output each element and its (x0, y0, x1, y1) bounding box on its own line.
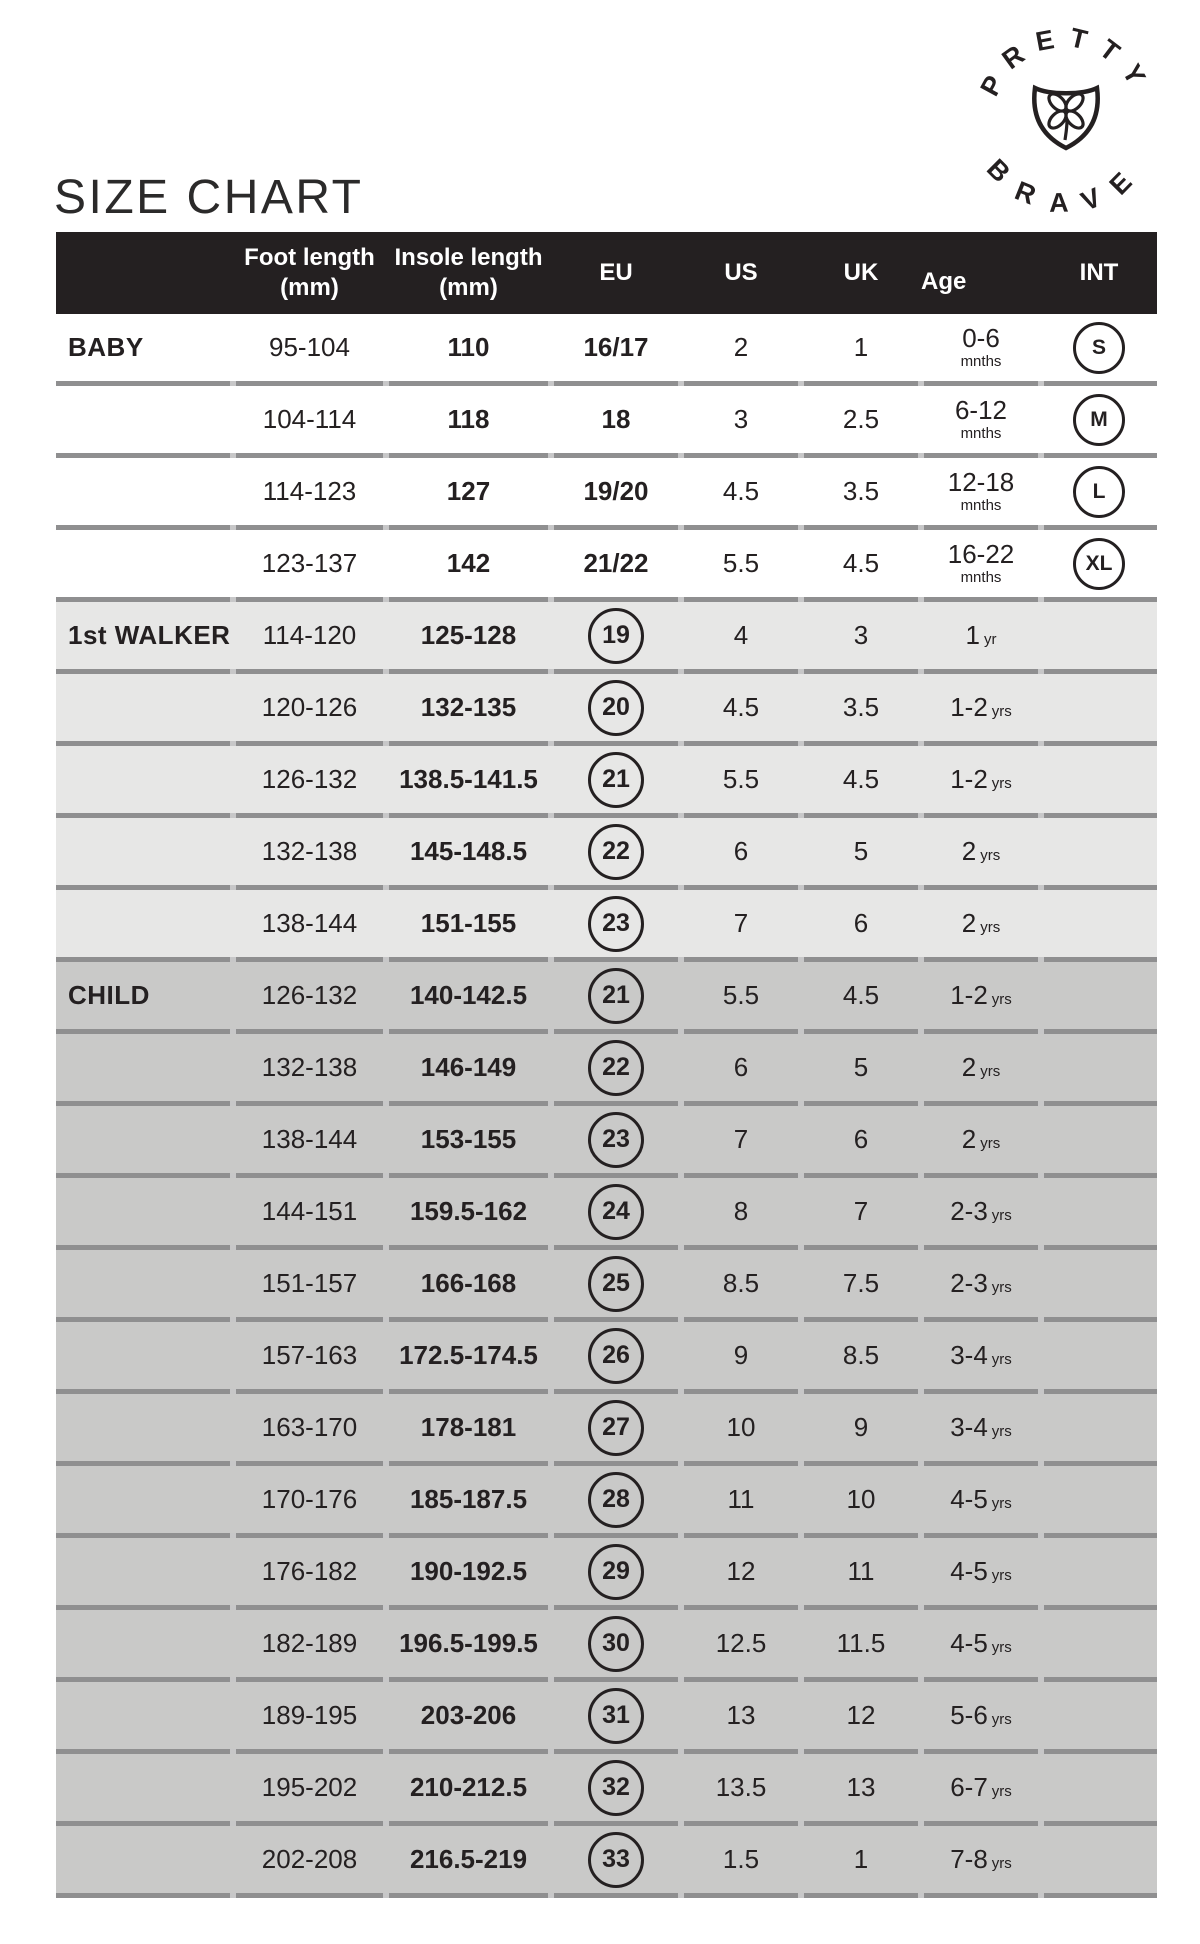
age-value (921, 1322, 1041, 1389)
age-value (921, 458, 1041, 525)
section-label (56, 1466, 233, 1533)
foot-length-value: 157-163 (233, 1322, 386, 1389)
int-size-value (1041, 530, 1157, 597)
logo-bottom-text: BRAVE (980, 153, 1151, 218)
foot-length-value: 170-176 (233, 1466, 386, 1533)
eu-size-value (551, 458, 681, 525)
eu-size-value (551, 1610, 681, 1677)
age-value (921, 1610, 1041, 1677)
age-unit: yrs (991, 1423, 1012, 1440)
eu-size-circle: 31 (588, 1688, 644, 1744)
column-header-uk: UK (843, 259, 879, 286)
age-unit: mnths (960, 424, 1002, 442)
age-number: 1-2 (950, 980, 988, 1010)
age-number: 6-7 (950, 1772, 988, 1802)
eu-size-value (551, 1106, 681, 1173)
int-size-value (1041, 1322, 1157, 1389)
age-number: 6-12 (954, 395, 1008, 426)
age-unit: mnths (960, 568, 1002, 586)
eu-size-value (551, 1394, 681, 1461)
age-value (921, 530, 1041, 597)
us-size-value: 4.5 (681, 674, 801, 741)
foot-length-value: 189-195 (233, 1682, 386, 1749)
us-size-value: 3 (681, 386, 801, 453)
eu-size-circle: 28 (588, 1472, 644, 1528)
us-size-value: 9 (681, 1322, 801, 1389)
eu-size-value (551, 818, 681, 885)
age-number: 16-22 (947, 539, 1015, 570)
foot-length-value: 132-138 (233, 1034, 386, 1101)
table-row (56, 314, 1157, 386)
shield-clover-icon (1034, 88, 1097, 148)
section-label (56, 1610, 233, 1677)
age-unit: yrs (991, 991, 1012, 1008)
us-size-value: 10 (681, 1394, 801, 1461)
us-size-value: 4.5 (681, 458, 801, 525)
section-label (56, 1826, 233, 1893)
insole-length-value: 140-142.5 (386, 962, 551, 1029)
table-row (56, 1538, 1157, 1610)
age-number: 1-2 (950, 692, 988, 722)
uk-size-value: 2.5 (801, 386, 921, 453)
us-size-value: 8.5 (681, 1250, 801, 1317)
table-row (56, 530, 1157, 602)
uk-size-value: 10 (801, 1466, 921, 1533)
foot-length-value: 138-144 (233, 1106, 386, 1173)
age-unit: yrs (991, 1207, 1012, 1224)
age-value (921, 1466, 1041, 1533)
int-size-value (1041, 314, 1157, 381)
uk-size-value: 7.5 (801, 1250, 921, 1317)
age-unit: yrs (980, 847, 1001, 864)
us-size-value: 6 (681, 1034, 801, 1101)
uk-size-value: 11 (801, 1538, 921, 1605)
insole-length-value: 172.5-174.5 (386, 1322, 551, 1389)
column-header-eu: EU (599, 259, 633, 286)
size-chart-table (56, 232, 1157, 1898)
age-number: 5-6 (950, 1700, 988, 1730)
logo-top-text: PRETTY (974, 21, 1158, 101)
table-row (56, 962, 1157, 1034)
age-value (921, 1178, 1041, 1245)
foot-length-value: 195-202 (233, 1754, 386, 1821)
eu-size-circle: 21 (588, 968, 644, 1024)
uk-size-value: 5 (801, 818, 921, 885)
column-header-insole-length: Insole length (mm) (394, 244, 543, 301)
age-number: 1 (965, 620, 980, 650)
table-row (56, 1682, 1157, 1754)
int-size-value (1041, 1034, 1157, 1101)
uk-size-value: 3 (801, 602, 921, 669)
age-value (921, 1826, 1041, 1893)
foot-length-value: 132-138 (233, 818, 386, 885)
insole-length-value: 132-135 (386, 674, 551, 741)
uk-size-value: 11.5 (801, 1610, 921, 1677)
age-value (921, 386, 1041, 453)
int-size-value (1041, 1394, 1157, 1461)
eu-size-circle: 23 (588, 896, 644, 952)
eu-size-value (551, 1754, 681, 1821)
age-unit: yrs (991, 1855, 1012, 1872)
eu-size-value (551, 674, 681, 741)
insole-length-value: 216.5-219 (386, 1826, 551, 1893)
age-value (921, 818, 1041, 885)
insole-length-value: 151-155 (386, 890, 551, 957)
section-label (56, 1322, 233, 1389)
insole-length-value: 118 (386, 386, 551, 453)
int-size-value (1041, 1106, 1157, 1173)
eu-size-circle: 22 (588, 824, 644, 880)
age-unit: yrs (991, 1711, 1012, 1728)
column-header-age: Age (921, 268, 967, 295)
section-label (56, 818, 233, 885)
table-row (56, 818, 1157, 890)
insole-length-value: 138.5-141.5 (386, 746, 551, 813)
age-unit: yrs (991, 1783, 1012, 1800)
table-row (56, 1394, 1157, 1466)
int-size-circle: L (1073, 466, 1125, 518)
int-size-value (1041, 1250, 1157, 1317)
eu-size-value (551, 1466, 681, 1533)
section-label (56, 746, 233, 813)
uk-size-value: 3.5 (801, 458, 921, 525)
eu-size-value (551, 386, 681, 453)
int-size-value (1041, 386, 1157, 453)
uk-size-value: 1 (801, 1826, 921, 1893)
foot-length-value: 202-208 (233, 1826, 386, 1893)
age-number: 1-2 (950, 764, 988, 794)
uk-size-value: 13 (801, 1754, 921, 1821)
foot-length-value: 163-170 (233, 1394, 386, 1461)
column-header-us: US (724, 259, 758, 286)
eu-size-circle: 21 (588, 752, 644, 808)
table-row (56, 1754, 1157, 1826)
table-row (56, 1322, 1157, 1394)
uk-size-value: 4.5 (801, 962, 921, 1029)
table-row (56, 1250, 1157, 1322)
insole-length-value: 125-128 (386, 602, 551, 669)
us-size-value: 12 (681, 1538, 801, 1605)
page-title: SIZE CHART (54, 171, 364, 224)
age-value (921, 602, 1041, 669)
us-size-value: 11 (681, 1466, 801, 1533)
section-label (56, 1394, 233, 1461)
uk-size-value: 12 (801, 1682, 921, 1749)
int-size-circle: XL (1073, 538, 1125, 590)
uk-size-value: 7 (801, 1178, 921, 1245)
foot-length-value: 144-151 (233, 1178, 386, 1245)
int-size-circle: S (1073, 322, 1125, 374)
column-header-foot-length: Foot length (mm) (244, 244, 375, 301)
int-size-value (1041, 458, 1157, 525)
table-row (56, 1610, 1157, 1682)
uk-size-value: 4.5 (801, 530, 921, 597)
insole-length-value: 110 (386, 314, 551, 381)
section-1st-walker (56, 602, 1157, 962)
us-size-value: 12.5 (681, 1610, 801, 1677)
eu-size-circle: 16/17 (583, 332, 649, 362)
eu-size-circle: 30 (588, 1616, 644, 1672)
us-size-value: 4 (681, 602, 801, 669)
age-value (921, 1106, 1041, 1173)
eu-size-value (551, 1250, 681, 1317)
section-label (56, 890, 233, 957)
section-baby (56, 314, 1157, 602)
int-size-circle: M (1073, 394, 1125, 446)
section-label: 1st WALKER (56, 602, 233, 669)
age-number: 4-5 (950, 1628, 988, 1658)
section-label (56, 1178, 233, 1245)
age-number: 2 (961, 1052, 977, 1082)
int-size-value (1041, 1178, 1157, 1245)
section-label (56, 1250, 233, 1317)
insole-length-value: 178-181 (386, 1394, 551, 1461)
age-unit: yrs (991, 703, 1012, 720)
eu-size-circle: 24 (588, 1184, 644, 1240)
uk-size-value: 8.5 (801, 1322, 921, 1389)
us-size-value: 13 (681, 1682, 801, 1749)
insole-length-value: 146-149 (386, 1034, 551, 1101)
foot-length-value: 120-126 (233, 674, 386, 741)
section-label (56, 1682, 233, 1749)
eu-size-value (551, 1682, 681, 1749)
eu-size-circle: 21/22 (583, 548, 649, 578)
age-value (921, 1394, 1041, 1461)
age-value (921, 746, 1041, 813)
eu-size-circle: 18 (601, 404, 631, 434)
column-header-int: INT (1079, 259, 1119, 286)
age-unit: yr (983, 631, 997, 648)
age-value (921, 1682, 1041, 1749)
section-label (56, 386, 233, 453)
age-unit: yrs (991, 1351, 1012, 1368)
eu-size-circle: 27 (588, 1400, 644, 1456)
table-row (56, 458, 1157, 530)
int-size-value (1041, 1682, 1157, 1749)
section-child (56, 962, 1157, 1898)
age-value (921, 890, 1041, 957)
age-number: 0-6 (962, 323, 1000, 354)
us-size-value: 7 (681, 890, 801, 957)
eu-size-circle: 26 (588, 1328, 644, 1384)
eu-size-value (551, 1322, 681, 1389)
age-number: 4-5 (950, 1484, 988, 1514)
us-size-value: 5.5 (681, 746, 801, 813)
age-number: 2-3 (950, 1196, 988, 1226)
eu-size-circle: 33 (588, 1832, 644, 1888)
eu-size-circle: 19 (588, 608, 644, 664)
section-label (56, 1754, 233, 1821)
table-header (56, 232, 1157, 314)
age-unit: mnths (960, 352, 1002, 370)
uk-size-value: 5 (801, 1034, 921, 1101)
foot-length-value: 114-120 (233, 602, 386, 669)
section-label: CHILD (56, 962, 233, 1029)
age-value (921, 1034, 1041, 1101)
table-row (56, 602, 1157, 674)
age-unit: yrs (980, 919, 1001, 936)
foot-length-value: 104-114 (233, 386, 386, 453)
eu-size-circle: 32 (588, 1760, 644, 1816)
age-number: 3-4 (950, 1412, 988, 1442)
table-row (56, 1106, 1157, 1178)
insole-length-value: 185-187.5 (386, 1466, 551, 1533)
int-size-value (1041, 818, 1157, 885)
age-value (921, 1250, 1041, 1317)
us-size-value: 5.5 (681, 530, 801, 597)
table-row (56, 674, 1157, 746)
eu-size-value (551, 746, 681, 813)
foot-length-value: 138-144 (233, 890, 386, 957)
eu-size-value (551, 530, 681, 597)
insole-length-value: 166-168 (386, 1250, 551, 1317)
foot-length-value: 123-137 (233, 530, 386, 597)
age-unit: yrs (991, 1639, 1012, 1656)
uk-size-value: 3.5 (801, 674, 921, 741)
foot-length-value: 176-182 (233, 1538, 386, 1605)
age-number: 2 (961, 1124, 977, 1154)
eu-size-value (551, 1538, 681, 1605)
section-label (56, 674, 233, 741)
eu-size-circle: 22 (588, 1040, 644, 1096)
foot-length-value: 126-132 (233, 962, 386, 1029)
foot-length-value: 126-132 (233, 746, 386, 813)
int-size-value (1041, 746, 1157, 813)
uk-size-value: 1 (801, 314, 921, 381)
section-label: BABY (56, 314, 233, 381)
us-size-value: 2 (681, 314, 801, 381)
int-size-value (1041, 674, 1157, 741)
eu-size-value (551, 1034, 681, 1101)
age-number: 4-5 (950, 1556, 988, 1586)
section-label (56, 530, 233, 597)
insole-length-value: 210-212.5 (386, 1754, 551, 1821)
int-size-value (1041, 962, 1157, 1029)
us-size-value: 13.5 (681, 1754, 801, 1821)
eu-size-value (551, 602, 681, 669)
eu-size-value (551, 1178, 681, 1245)
us-size-value: 6 (681, 818, 801, 885)
table-row (56, 386, 1157, 458)
age-value (921, 314, 1041, 381)
eu-size-value (551, 314, 681, 381)
eu-size-circle: 20 (588, 680, 644, 736)
insole-length-value: 196.5-199.5 (386, 1610, 551, 1677)
eu-size-circle: 29 (588, 1544, 644, 1600)
age-number: 2 (961, 836, 977, 866)
age-value (921, 674, 1041, 741)
insole-length-value: 127 (386, 458, 551, 525)
us-size-value: 8 (681, 1178, 801, 1245)
foot-length-value: 182-189 (233, 1610, 386, 1677)
age-unit: mnths (960, 496, 1002, 514)
int-size-value (1041, 1466, 1157, 1533)
insole-length-value: 145-148.5 (386, 818, 551, 885)
int-size-value (1041, 1826, 1157, 1893)
age-number: 12-18 (947, 467, 1015, 498)
int-size-value (1041, 890, 1157, 957)
eu-size-value (551, 1826, 681, 1893)
age-unit: yrs (991, 1279, 1012, 1296)
eu-size-circle: 25 (588, 1256, 644, 1312)
int-size-value (1041, 602, 1157, 669)
table-row (56, 746, 1157, 818)
section-label (56, 1538, 233, 1605)
table-row (56, 1178, 1157, 1250)
age-unit: yrs (991, 775, 1012, 792)
insole-length-value: 190-192.5 (386, 1538, 551, 1605)
age-unit: yrs (991, 1495, 1012, 1512)
us-size-value: 1.5 (681, 1826, 801, 1893)
uk-size-value: 6 (801, 890, 921, 957)
uk-size-value: 6 (801, 1106, 921, 1173)
table-row (56, 1034, 1157, 1106)
age-number: 2 (961, 908, 977, 938)
us-size-value: 5.5 (681, 962, 801, 1029)
section-label (56, 1034, 233, 1101)
uk-size-value: 9 (801, 1394, 921, 1461)
age-value (921, 1754, 1041, 1821)
int-size-value (1041, 1610, 1157, 1677)
insole-length-value: 153-155 (386, 1106, 551, 1173)
foot-length-value: 151-157 (233, 1250, 386, 1317)
foot-length-value: 95-104 (233, 314, 386, 381)
age-number: 2-3 (950, 1268, 988, 1298)
insole-length-value: 159.5-162 (386, 1178, 551, 1245)
eu-size-value (551, 890, 681, 957)
int-size-value (1041, 1754, 1157, 1821)
age-number: 3-4 (950, 1340, 988, 1370)
us-size-value: 7 (681, 1106, 801, 1173)
age-unit: yrs (980, 1063, 1001, 1080)
insole-length-value: 142 (386, 530, 551, 597)
age-unit: yrs (980, 1135, 1001, 1152)
eu-size-circle: 23 (588, 1112, 644, 1168)
table-row (56, 1466, 1157, 1538)
eu-size-circle: 19/20 (583, 476, 649, 506)
int-size-value (1041, 1538, 1157, 1605)
pretty-brave-logo (966, 16, 1166, 228)
foot-length-value: 114-123 (233, 458, 386, 525)
age-value (921, 962, 1041, 1029)
section-label (56, 1106, 233, 1173)
table-row (56, 1826, 1157, 1898)
eu-size-value (551, 962, 681, 1029)
uk-size-value: 4.5 (801, 746, 921, 813)
age-value (921, 1538, 1041, 1605)
section-label (56, 458, 233, 525)
table-row (56, 890, 1157, 962)
insole-length-value: 203-206 (386, 1682, 551, 1749)
age-unit: yrs (991, 1567, 1012, 1584)
age-number: 7-8 (950, 1844, 988, 1874)
